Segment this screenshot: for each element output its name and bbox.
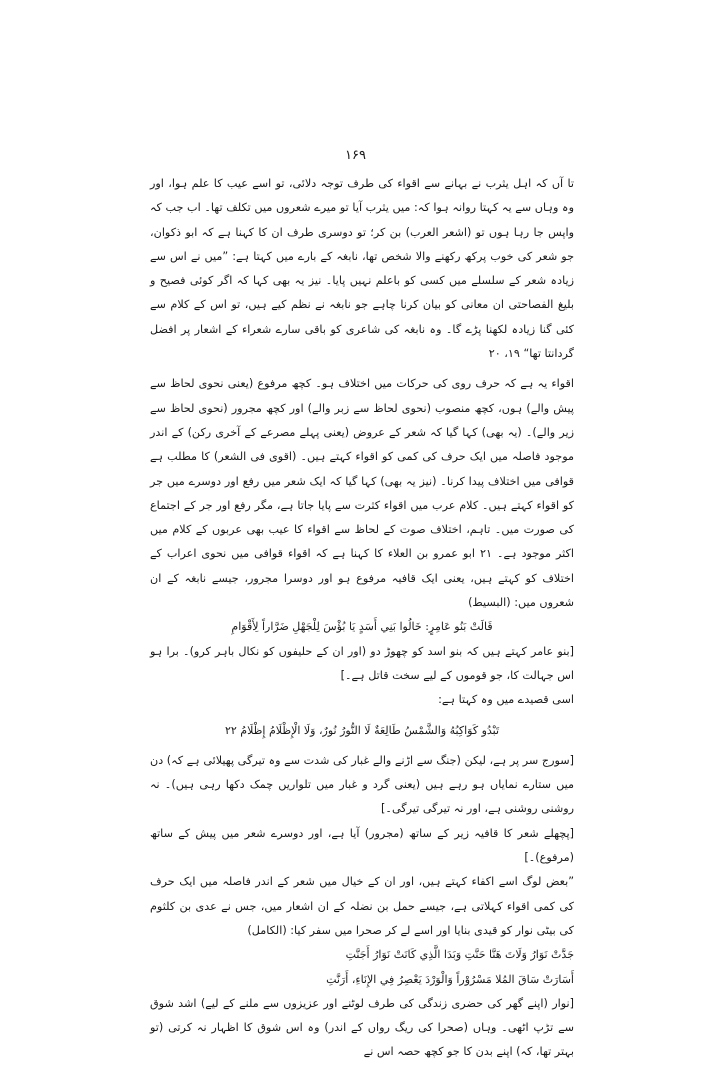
verse-note-3: [پچھلے شعر کا قافیہ زیر کے ساتھ (مجرور) آیا ہے، اور دوسرے شعر میں پیش کے ساتھ (مرفوع)۔] [150, 826, 574, 865]
verse-intro-2: اسی قصیدے میں وہ کہتا ہے: [438, 693, 574, 707]
verse-arabic-1: قَالَتْ بَنُو عَامِرٍ: خَالُوا بَنِي أَسَدٍ يَا بُؤْسَ لِلْجَهْلِ ضَرَّاراً لِأَقْوَامِ [231, 620, 493, 634]
paragraph-iqwa-definition: اقواء یہ ہے کہ حرف روی کی حرکات میں اختلاف ہو۔ کچھ مرفوع (یعنی نحوی لحاظ سے پیش والے) ہوں، کچھ منصوب (نحوی لحاظ سے زبر والے) اور کچھ مجرور (نحوی لحاظ سے زیر والے)۔ (یہ بھی) کہا گیا کہ شعر کے عروض (یعنی پہلے مصرعے کے آخری رکن) کے اندر موجود فاصلہ میں ایک حرف کی کمی کو اقواء کہتے ہیں۔ (اقوی فی الشعر) کا مطلب ہے قوافی میں اختلاف پیدا کرنا۔ (نیز یہ بھی) کہا گیا کہ ایک شعر میں رفع اور دوسرے میں جر کو اقواء کہتے ہیں۔ کلام عرب میں اقواء کثرت سے پایا جاتا ہے، مگر رفع اور جر کے اجتماع کی صورت میں۔ تاہم، اختلاف صوت کے لحاظ سے اقواء کا عیب بھی عربوں کے کلام میں اکثر موجود ہے۔ ۲۱ ابو عمرو بن العلاء کا کہنا ہے کہ اقواء قوافی میں نحوی اعراب کے اختلاف کو کہتے ہیں، یعنی ایک قافیہ مرفوع ہو اور دوسرا مجرور، جیسے نابغہ کے ان شعروں میں: (البسیط) [150, 377, 574, 610]
verse-translation-2: [سورج سر پر ہے، لیکن (جنگ سے اڑنے والے غبار کی شدت سے وہ تیرگی پھیلائی ہے کہ) دن میں ستارے نمایاں ہو رہے ہیں (یعنی گرد و غبار میں تلواریں چمک دکھا رہی ہیں)۔ نہ روشنی روشنی ہے، اور نہ تیرگی تیرگی۔] [150, 753, 574, 816]
paragraph-intro: تا آں کہ اہل یثرب نے بہانے سے اقواء کی طرف توجہ دلائی، تو اسے عیب کا علم ہوا، اور وہ وہاں سے یہ کہتا روانہ ہوا کہ: میں یثرب آیا تو میرے شعروں میں تکلف تھا۔ اب جب کہ واپس جا رہا ہوں تو (اشعر العرب) بن کر؛ تو دوسری طرف ان کا کہنا ہے کہ ابو ذکوان، جو شعر کی خوب پرکھ رکھنے والا شخص تھا، نابغہ کے بارے میں کہتا ہے: ”میں نے اس سے زیادہ شعر کے سلسلے میں کسی کو باعلم نہیں پایا۔ نیز یہ بھی کہا کہ اگر کوئی فصیح و بلیغ الفصاحتی ان معانی کو بیان کرنا چاہے جو نابغہ نے نظم کیے ہیں، تو اس کے کلام سے کئی گنا زیادہ لکھنا پڑے گا۔ وہ نابغہ کی شاعری کو باقی سارے شعراء کے اشعار پر افضل گردانتا تھا“ ۱۹، ۲۰ [150, 177, 574, 361]
verse-translation-3: [نوار (اپنے گھر کی حضری زندگی کی طرف لوٹنے اور عزیزوں سے ملنے کے لیے) اشد شوق سے تڑپ اٹھی۔ وہاں (صحرا کی ریگ رواں کے اندر) وہ اس شوق کا اظہار نہ کرتی (تو بہتر تھا، کہ) اپنے بدن کا جو کچھ حصہ اس نے [150, 996, 574, 1059]
verse-arabic-3a: جَدَّتْ نَوَارُ وَلَاتَ هَنَّا حَنَّتِ وَبَدَا الَّذِي كَانَتْ نَوَارُ أَجَنَّتِ [345, 948, 574, 962]
verse-translation-1: [بنو عامر کہتے ہیں کہ بنو اسد کو چھوڑ دو (اور ان کے حلیفوں کو نکال باہر کرو)۔ برا ہو اس جہالت کا، جو قوموں کے لیے سخت قاتل ہے۔] [150, 644, 574, 682]
verse-arabic-3b: أَسَارَتْ سَاقَ المُلا مَسْرُوْراً وَالْوَرْدَ يَعْصِرُ فِي الإِنَاءِ، أَرَنَّتِ [326, 972, 574, 986]
page-number: ۱۶۹ [345, 148, 366, 163]
verse-arabic-2: تَبْدُو كَوَاكِبُهُ وَالشَّمْسُ طَالِعَةٌ لَا النُّورُ نُورٌ، وَلَا الْإِظْلَامُ إِظْلَامُ ۲۲ [224, 723, 500, 737]
page-body [150, 172, 574, 1065]
paragraph-ikfa: ”بعض لوگ اسے اکفاء کہتے ہیں، اور ان کے خیال میں شعر کے اندر فاصلہ میں ایک حرف کی کمی اقواء کہلاتی ہے، جیسے حمل بن نضلہ کے ان اشعار میں، جس نے عدی بن کلثوم کی بیٹی نوار کو قیدی بنایا اور اسے لے کر صحرا میں سفر کیا: (الکامل) [150, 875, 574, 937]
